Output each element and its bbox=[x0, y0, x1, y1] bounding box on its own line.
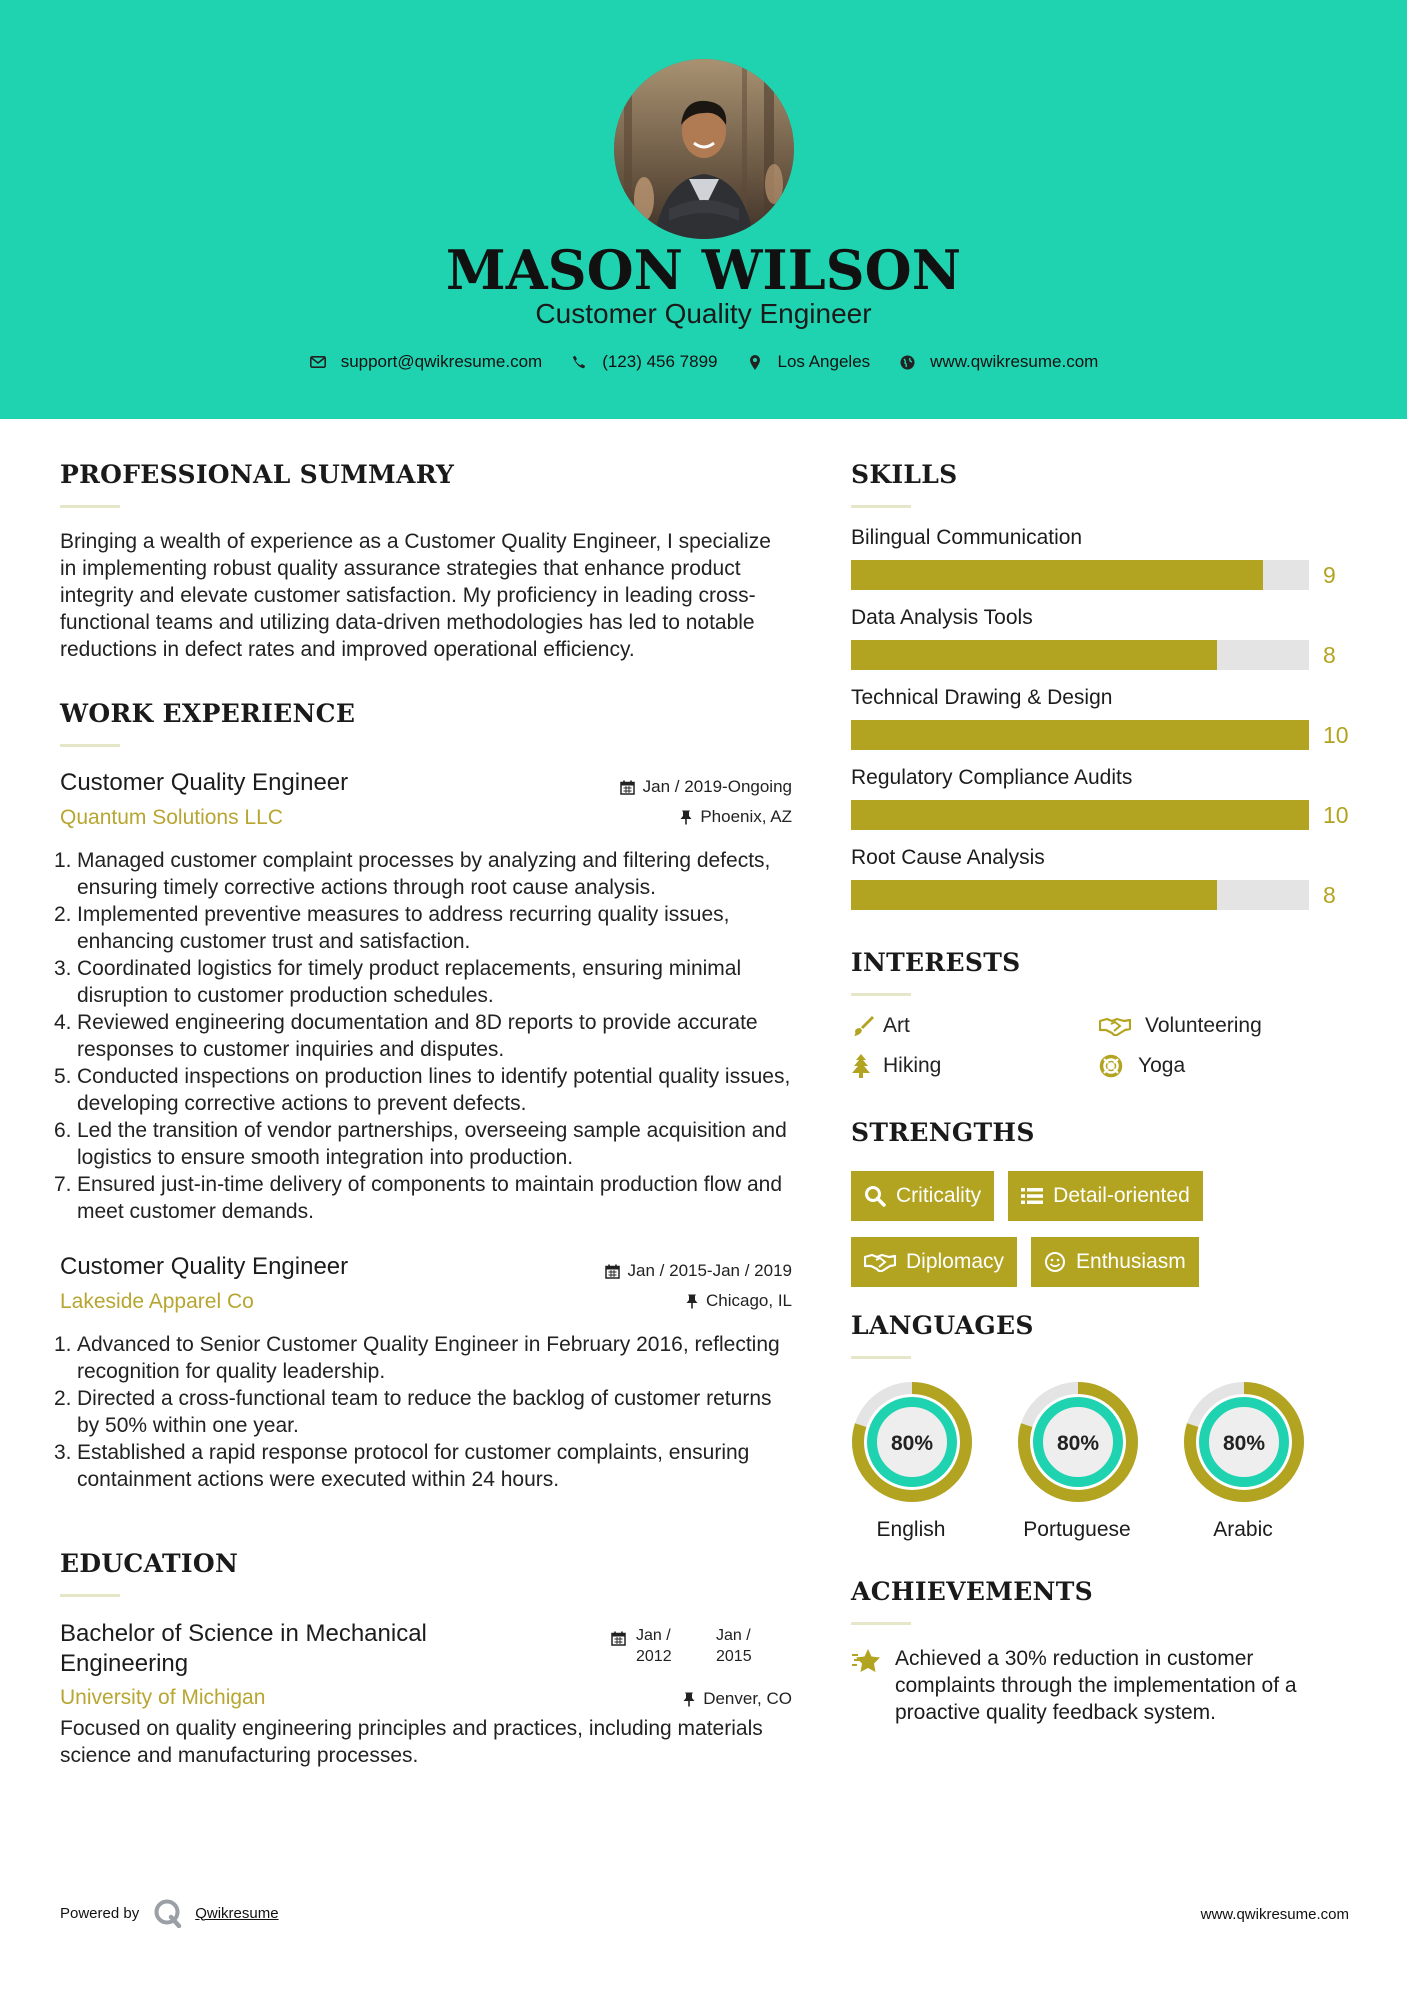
website-text: www.qwikresume.com bbox=[930, 352, 1099, 371]
skill-item bbox=[851, 846, 1351, 910]
contact-phone[interactable] bbox=[570, 352, 717, 372]
achievements-heading: ACHIEVEMENTS bbox=[851, 1577, 1093, 1606]
languages-section bbox=[851, 1311, 1351, 1543]
candidate-name: MASON WILSON bbox=[445, 238, 962, 302]
interests-heading: INTERESTS bbox=[851, 948, 1021, 977]
education-section bbox=[60, 1549, 792, 1769]
job-location-text: Chicago, IL bbox=[706, 1291, 792, 1310]
contact-website[interactable] bbox=[898, 352, 1098, 372]
skill-bar bbox=[851, 640, 1309, 670]
education-description: Focused on quality engineering principles and practices, including materials science and manufacturing processes. bbox=[60, 1717, 763, 1767]
skill-rating: 9 bbox=[1323, 561, 1336, 588]
education-heading: EDUCATION bbox=[60, 1549, 239, 1578]
language-item bbox=[851, 1381, 1017, 1543]
education-dates bbox=[611, 1625, 762, 1667]
pushpin-icon bbox=[683, 1692, 695, 1707]
handshake-icon bbox=[1099, 1016, 1143, 1036]
skill-bar-fill bbox=[851, 800, 1309, 830]
interests-section bbox=[851, 948, 1351, 1078]
skills-section bbox=[851, 460, 1351, 910]
job-dates-text: Jan / 2015-Jan / 2019 bbox=[627, 1261, 792, 1280]
globe-icon bbox=[898, 353, 916, 371]
strengths-heading: STRENGTHS bbox=[851, 1118, 1035, 1147]
company-name: Lakeside Apparel Co bbox=[60, 1290, 254, 1313]
list-item: 2. Directed a cross-functional team to reduce the backlog of customer returns by 50% within one year. bbox=[54, 1387, 772, 1437]
job-location-text: Phoenix, AZ bbox=[700, 807, 792, 826]
profile-photo bbox=[614, 59, 794, 239]
map-marker-icon bbox=[746, 353, 764, 371]
left-column bbox=[54, 460, 792, 1769]
job-location bbox=[686, 1291, 792, 1311]
strength-tag: Criticality bbox=[851, 1171, 994, 1221]
strengths-section bbox=[851, 1118, 1351, 1303]
languages-heading: LANGUAGES bbox=[851, 1311, 1034, 1340]
language-name: English bbox=[876, 1518, 946, 1541]
experience-heading: WORK EXPERIENCE bbox=[60, 699, 356, 728]
tree-icon bbox=[851, 1054, 881, 1078]
strengths-tags bbox=[851, 1171, 1351, 1303]
location-text: Los Angeles bbox=[777, 352, 871, 371]
list-item: 5. Conducted inspections on production lines to identify potential quality issues, developing corrective actions to prevent defects. bbox=[54, 1065, 791, 1115]
section-divider bbox=[851, 505, 911, 508]
company-name: Quantum Solutions LLC bbox=[60, 806, 283, 829]
education-location bbox=[683, 1689, 792, 1709]
language-donut bbox=[851, 1381, 973, 1503]
skill-item bbox=[851, 686, 1351, 750]
contact-bar bbox=[0, 352, 1407, 372]
language-percent-label: 80% bbox=[1056, 1432, 1100, 1455]
interests-grid bbox=[851, 1014, 1351, 1078]
skill-item bbox=[851, 766, 1351, 830]
language-donut bbox=[1183, 1381, 1305, 1503]
paintbrush-icon bbox=[851, 1015, 881, 1037]
list-item: 7. Ensured just-in-time delivery of components to maintain production flow and meet customer demands. bbox=[54, 1173, 783, 1223]
qwikresume-link[interactable]: Qwikresume bbox=[195, 1904, 279, 1922]
job-entry-header bbox=[60, 769, 792, 835]
section-divider bbox=[851, 1622, 911, 1625]
job-bullets bbox=[54, 1331, 792, 1493]
skills-heading: SKILLS bbox=[851, 460, 958, 489]
skill-bar bbox=[851, 560, 1309, 590]
handshake-icon bbox=[864, 1252, 896, 1272]
skill-bar bbox=[851, 880, 1309, 910]
list-item: 1. Managed customer complaint processes by analyzing and filtering defects, ensuring timely corrective actions through root cause analysis. bbox=[54, 849, 771, 899]
language-name: Portuguese bbox=[1023, 1518, 1131, 1541]
right-column bbox=[851, 460, 1351, 1726]
skill-item bbox=[851, 526, 1351, 590]
footer-powered-by bbox=[60, 1898, 279, 1928]
strength-tag: Detail-oriented bbox=[1008, 1171, 1203, 1221]
strength-tag: Enthusiasm bbox=[1031, 1237, 1199, 1287]
summary-text: Bringing a wealth of experience as a Customer Quality Engineer, I specialize in implementing robust quality assurance strategies that enhance product integrity and elevate customer satisfaction. My proficiency in leading cross-functional teams and utilizing data-driven methodologies has led to notable reductions in defect rates and improved operational efficiency. bbox=[60, 530, 771, 661]
lifering-icon bbox=[1099, 1054, 1136, 1078]
job-title: Customer Quality Engineer bbox=[60, 1253, 349, 1280]
interest-item: Yoga bbox=[1099, 1054, 1339, 1078]
achievement-text: Achieved a 30% reduction in customer complaints through the implementation of a proactive quality feedback system. bbox=[895, 1647, 1297, 1724]
achievements-section bbox=[851, 1577, 1351, 1726]
skill-bar bbox=[851, 800, 1309, 830]
skill-name: Regulatory Compliance Audits bbox=[851, 766, 1133, 789]
education-start-date: Jan / 2012 bbox=[636, 1627, 672, 1665]
skill-bar-fill bbox=[851, 640, 1217, 670]
qwikresume-logo-icon bbox=[153, 1898, 183, 1928]
skill-rating: 10 bbox=[1323, 721, 1349, 748]
section-divider bbox=[851, 993, 911, 996]
envelope-icon bbox=[309, 353, 327, 371]
language-item bbox=[1017, 1381, 1183, 1543]
summary-section bbox=[60, 460, 792, 663]
skill-bar bbox=[851, 720, 1309, 750]
section-divider bbox=[60, 505, 120, 508]
experience-section bbox=[54, 699, 792, 1493]
skill-bar-fill bbox=[851, 560, 1263, 590]
skill-rating: 8 bbox=[1323, 881, 1336, 908]
list-item: 1. Advanced to Senior Customer Quality Engineer in February 2016, reflecting recognition for quality leadership. bbox=[54, 1333, 780, 1383]
language-percent-label: 80% bbox=[1222, 1432, 1266, 1455]
interest-item: Hiking bbox=[851, 1054, 1099, 1078]
skill-rating: 8 bbox=[1323, 641, 1336, 668]
skill-bar-fill bbox=[851, 880, 1217, 910]
calendar-icon bbox=[611, 1625, 626, 1646]
phone-icon bbox=[570, 353, 588, 371]
education-end-date: Jan / 2015 bbox=[716, 1627, 752, 1665]
skill-name: Bilingual Communication bbox=[851, 526, 1083, 549]
achievement-item bbox=[851, 1645, 1351, 1726]
list-item: 4. Reviewed engineering documentation and 8D reports to provide accurate responses to customer inquiries and disputes. bbox=[54, 1011, 758, 1061]
education-entry-header bbox=[60, 1619, 792, 1709]
interest-item: Volunteering bbox=[1099, 1014, 1339, 1038]
language-donut bbox=[1017, 1381, 1139, 1503]
language-percent-label: 80% bbox=[890, 1432, 934, 1455]
school-name: University of Michigan bbox=[60, 1686, 266, 1709]
skill-bar-fill bbox=[851, 720, 1309, 750]
job-dates bbox=[620, 777, 792, 797]
list-item: 2. Implemented preventive measures to address recurring quality issues, enhancing customer trust and satisfaction. bbox=[54, 903, 730, 953]
smile-icon bbox=[1044, 1251, 1066, 1273]
contact-location bbox=[746, 352, 871, 372]
job-entry-header bbox=[60, 1253, 792, 1319]
skill-name: Root Cause Analysis bbox=[851, 846, 1045, 869]
degree-name: Bachelor of Science in Mechanical Engineering bbox=[60, 1620, 427, 1677]
contact-email[interactable] bbox=[309, 352, 543, 372]
calendar-icon bbox=[605, 1264, 620, 1279]
job-bullets bbox=[54, 847, 792, 1225]
powered-by-label: Powered by bbox=[60, 1904, 140, 1922]
language-name: Arabic bbox=[1213, 1518, 1273, 1541]
job-dates-text: Jan / 2019-Ongoing bbox=[642, 777, 792, 796]
interest-item: Art bbox=[851, 1014, 1099, 1038]
list-item: 3. Established a rapid response protocol for customer complaints, ensuring containment actions were executed within 24 hours. bbox=[54, 1441, 750, 1491]
email-text: support@qwikresume.com bbox=[340, 352, 543, 371]
section-divider bbox=[60, 744, 120, 747]
job-location bbox=[680, 807, 792, 827]
skill-rating: 10 bbox=[1323, 801, 1349, 828]
section-divider bbox=[60, 1594, 120, 1597]
phone-text: (123) 456 7899 bbox=[602, 352, 718, 371]
list-icon bbox=[1021, 1187, 1043, 1205]
section-divider bbox=[851, 1356, 911, 1359]
header-banner bbox=[0, 0, 1407, 419]
list-item: 3. Coordinated logistics for timely product replacements, ensuring minimal disruption to customer production schedules. bbox=[54, 957, 742, 1007]
search-icon bbox=[864, 1185, 886, 1207]
candidate-title: Customer Quality Engineer bbox=[535, 298, 872, 329]
summary-heading: PROFESSIONAL SUMMARY bbox=[60, 460, 455, 489]
skill-item bbox=[851, 606, 1351, 670]
language-item bbox=[1183, 1381, 1349, 1543]
skill-name: Data Analysis Tools bbox=[851, 606, 1033, 629]
pushpin-icon bbox=[686, 1294, 698, 1309]
calendar-icon bbox=[620, 780, 635, 795]
list-item: 6. Led the transition of vendor partnerships, overseeing sample acquisition and logistics to ensure smooth integration into production. bbox=[54, 1119, 787, 1169]
strength-tag: Diplomacy bbox=[851, 1237, 1017, 1287]
star-icon bbox=[851, 1645, 895, 1726]
languages-list bbox=[851, 1381, 1351, 1543]
job-dates bbox=[605, 1261, 792, 1281]
footer-website[interactable]: www.qwikresume.com bbox=[1200, 1906, 1349, 1923]
pushpin-icon bbox=[680, 810, 692, 825]
education-location-text: Denver, CO bbox=[703, 1689, 792, 1708]
skill-name: Technical Drawing & Design bbox=[851, 686, 1113, 709]
job-title: Customer Quality Engineer bbox=[60, 769, 349, 796]
